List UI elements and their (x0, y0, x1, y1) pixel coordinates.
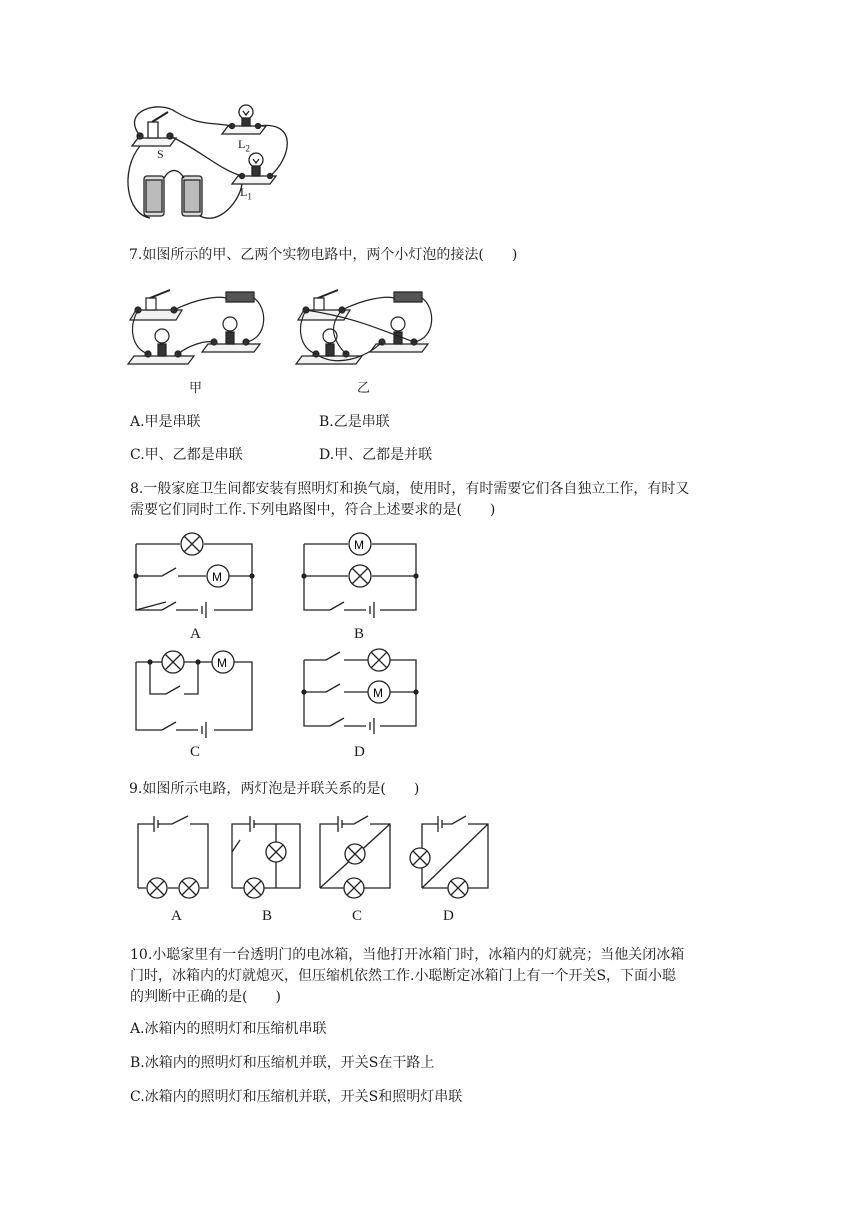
label-l2 (238, 137, 250, 153)
q9-caption-a: A (171, 908, 182, 924)
q8-d-motor: M (373, 686, 383, 700)
q7-caption-yi: 乙 (357, 380, 371, 395)
q7-figure-yi (296, 288, 436, 378)
q7-stem: 7.如图所示的甲、乙两个实物电路中，两个小灯泡的接法( ) (129, 247, 518, 263)
q9-caption-c: C (352, 908, 363, 924)
top-circuit-figure (0, 0, 860, 240)
q9-circuit-c (318, 812, 398, 892)
q10-option-a[interactable]: A.冰箱内的照明灯和压缩机串联 (130, 1021, 327, 1037)
q8-a-motor: M (212, 570, 222, 584)
q7-option-d[interactable]: D.甲、乙都是并联 (319, 447, 433, 463)
label-l2-letter: L (238, 137, 246, 151)
q9-caption-d: D (443, 908, 454, 924)
q7-figure-jia (128, 288, 268, 378)
label-l1 (240, 185, 252, 201)
q8-circuit-c (132, 650, 262, 740)
q9-stem: 9.如图所示电路，两灯泡是并联关系的是( ) (129, 781, 420, 797)
label-switch-s: S (157, 147, 164, 161)
q8-circuit-a (132, 532, 262, 622)
q9-circuit-b (228, 812, 308, 892)
q8-caption-c: C (190, 744, 201, 760)
q8-caption-b: B (354, 626, 365, 642)
q10-option-c[interactable]: C.冰箱内的照明灯和压缩机并联，开关S和照明灯串联 (130, 1089, 463, 1105)
q8-stem-line2: 需要它们同时工作.下列电路图中，符合上述要求的是( ) (130, 502, 496, 518)
q8-caption-a: A (190, 626, 201, 642)
label-l1-sub: 1 (247, 191, 252, 202)
label-l1-letter: L (240, 185, 248, 199)
q7-option-a[interactable]: A.甲是串联 (130, 414, 201, 430)
q8-stem-line1: 8.一般家庭卫生间都安装有照明灯和换气扇，使用时，有时需要它们各自独立工作，有时又 (130, 481, 690, 497)
q7-caption-jia: 甲 (189, 380, 203, 395)
q8-circuit-d (300, 650, 430, 740)
q7-option-b[interactable]: B.乙是串联 (319, 414, 390, 430)
q9-circuit-a (136, 812, 216, 892)
q8-circuit-b (300, 532, 430, 622)
q8-b-motor: M (354, 538, 364, 552)
q10-stem-line3: 的判断中正确的是( ) (130, 989, 281, 1005)
q8-caption-d: D (354, 744, 365, 760)
q10-option-b[interactable]: B.冰箱内的照明灯和压缩机并联，开关S在干路上 (130, 1055, 435, 1071)
q7-option-c[interactable]: C.甲、乙都是串联 (130, 447, 243, 463)
q9-caption-b: B (262, 908, 273, 924)
q10-stem-line2: 门时，冰箱内的灯就熄灭，但压缩机依然工作.小聪断定冰箱门上有一个开关S，下面小聪 (130, 968, 677, 984)
label-l2-sub: 2 (245, 143, 250, 154)
q9-circuit-d (412, 812, 492, 892)
q8-c-motor: M (217, 656, 227, 670)
q10-stem-line1: 10.小聪家里有一台透明门的电冰箱，当他打开冰箱门时，冰箱内的灯就亮；当他关闭冰箱 (130, 947, 685, 963)
